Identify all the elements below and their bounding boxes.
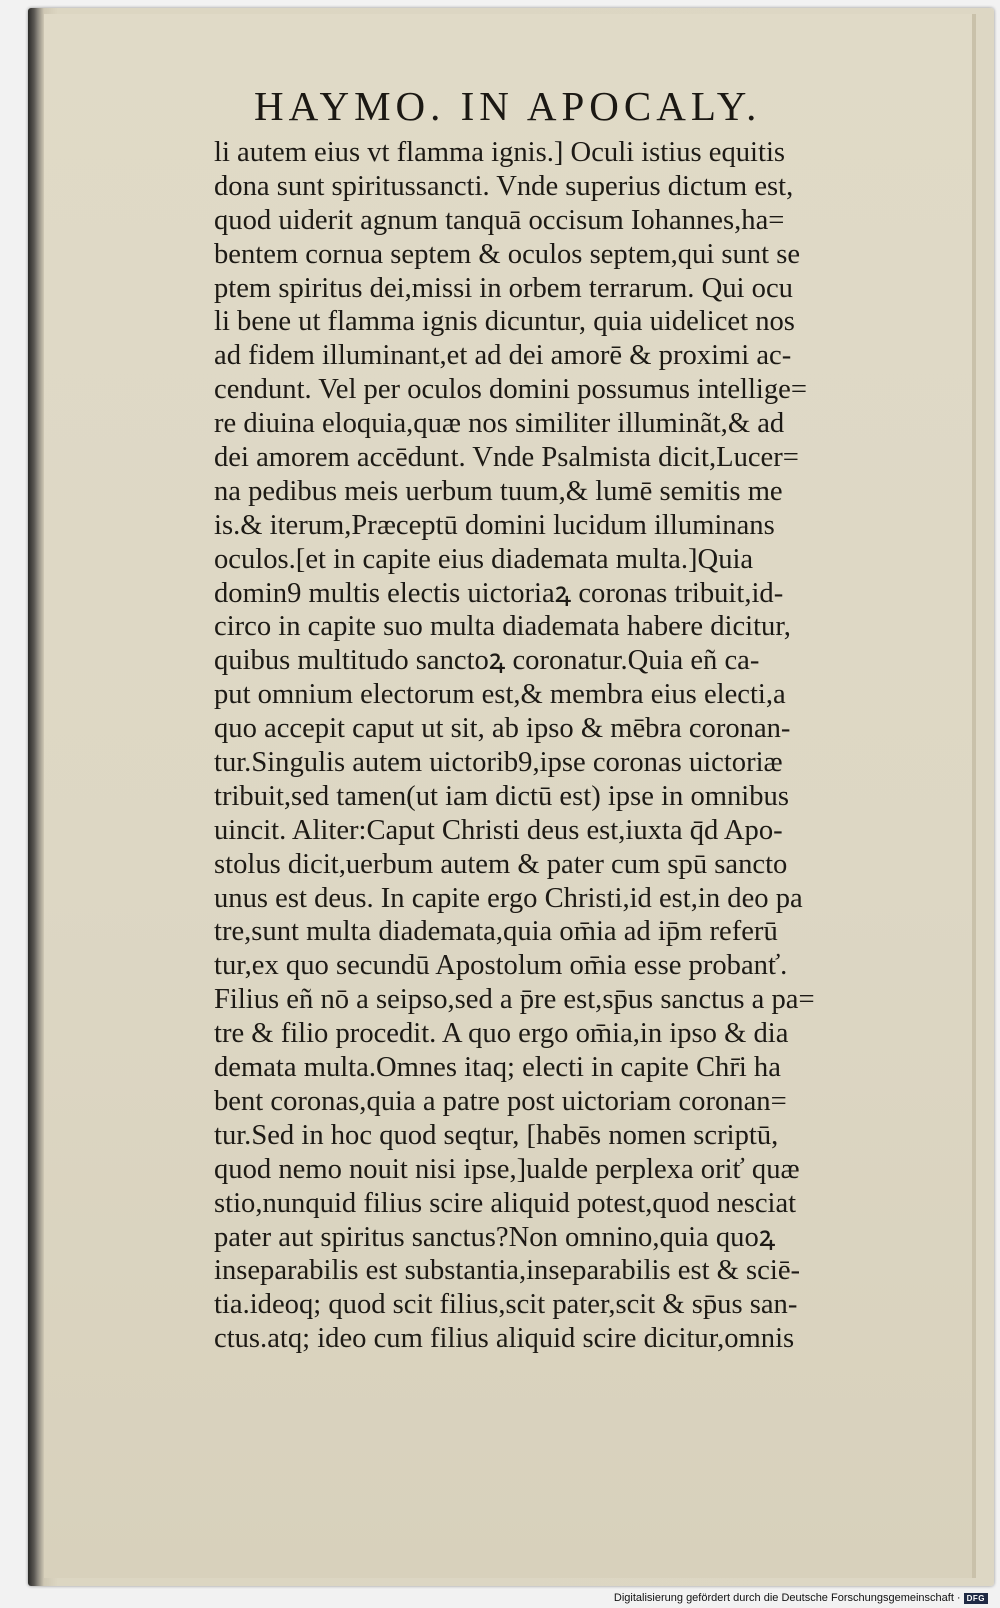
text-line: ctus.atq; ideo cum filius aliquid scire dicitur,omnis	[214, 1323, 795, 1355]
text-line: tre,sunt multa diademata,quia om̄ia ad ip̄m referū	[214, 916, 778, 948]
text-line: tre & filio procedit. A quo ergo om̄ia,in ipso & dia	[214, 1018, 789, 1050]
text-line: quod nemo nouit nisi ipse,]ualde perplexa oriť quæ	[214, 1153, 800, 1185]
text-line: circo in capite suo multa diademata habere dicitur,	[214, 611, 791, 643]
text-line: is.& iterum,Præceptū domini lucidum illuminans	[214, 509, 775, 541]
text-line: unus est deus. In capite ergo Christi,id est,in deo pa	[214, 882, 803, 914]
text-line: tia.ideoq; quod scit filius,scit pater,scit & sp̄us san-	[214, 1289, 798, 1321]
text-line: quibus multitudo sanctoꝝ coronatur.Quia eñ ca-	[214, 645, 760, 677]
text-line: uincit. Aliter:Caput Christi deus est,iuxta q̄d Apo-	[214, 814, 783, 846]
text-line: tur.Singulis autem uictorib9,ipse coronas uictoriæ	[214, 747, 783, 779]
text-line: tur.Sed in hoc quod seqtur, [habēs nomen scriptū,	[214, 1119, 779, 1151]
text-line: bent coronas,quia a patre post uictoriam coronan=	[214, 1085, 787, 1117]
text-line: li autem eius vt flamma ignis.] Oculi istius equitis	[214, 137, 786, 168]
running-head: HAYMO. IN APOCALY.	[254, 83, 762, 129]
text-line: oculos.[et in capite eius diademata multa.]Quia	[214, 543, 754, 575]
text-line: cendunt. Vel per oculos domini possumus intellige=	[214, 374, 807, 406]
text-line: stolus dicit,uerbum autem & pater cum spū sancto	[214, 848, 788, 880]
text-line: inseparabilis est substantia,inseparabilis est & sciē-	[214, 1255, 801, 1287]
text-line: tribuit,sed tamen(ut iam dictū est) ipse in omnibus	[214, 780, 789, 812]
text-line: dona sunt spiritussancti. Vnde superius dictum est,	[214, 170, 794, 202]
text-line: stio,nunquid filius scire aliquid potest,quod nesciat	[214, 1187, 797, 1219]
text-line: pater aut spiritus sanctus?Non omnino,quia quoꝝ	[214, 1221, 776, 1253]
text-line: dei amorem accēdunt. Vnde Psalmista dicit,Lucer=	[214, 442, 799, 474]
text-line: re diuina eloquia,quæ nos similiter illuminãt,& ad	[214, 408, 785, 440]
text-line: put omnium electorum est,& membra eius electi,a	[214, 679, 786, 711]
text-line: quo accepit caput ut sit, ab ipso & mēbra coronan-	[214, 713, 791, 745]
text-line: li bene ut flamma ignis dicuntur, quia uidelicet nos	[214, 306, 795, 338]
text-line: Filius eñ nō a seipso,sed a p̄re est,sp̄us sanctus a pa=	[214, 984, 815, 1016]
text-line: ptem spiritus dei,missi in orbem terrarum. Qui ocu	[214, 272, 793, 304]
page-edge	[972, 14, 976, 1578]
body-text	[214, 136, 934, 1356]
text-line: bentem cornua septem & oculos septem,qui sunt se	[214, 238, 801, 270]
text-line: quod uiderit agnum tanquā occisum Iohannes,ha=	[214, 204, 785, 236]
dfg-logo-icon: DFG	[964, 1593, 988, 1604]
text-line: domin9 multis electis uictoriaꝝ coronas tribuit,id-	[214, 577, 784, 609]
digitization-footer	[614, 1592, 988, 1604]
text-line: na pedibus meis uerbum tuum,& lumē semitis me	[214, 475, 783, 507]
text-line: tur,ex quo secundū Apostolum om̄ia esse probanť.	[214, 950, 788, 982]
text-line: ad fidem illuminant,et ad dei amorē & proximi ac-	[214, 340, 792, 372]
text-line: demata multa.Omnes itaq; electi in capite Chr̄i ha	[214, 1052, 781, 1084]
footer-text: Digitalisierung gefördert durch die Deutsche Forschungsgemeinschaft ·	[613, 1592, 961, 1604]
